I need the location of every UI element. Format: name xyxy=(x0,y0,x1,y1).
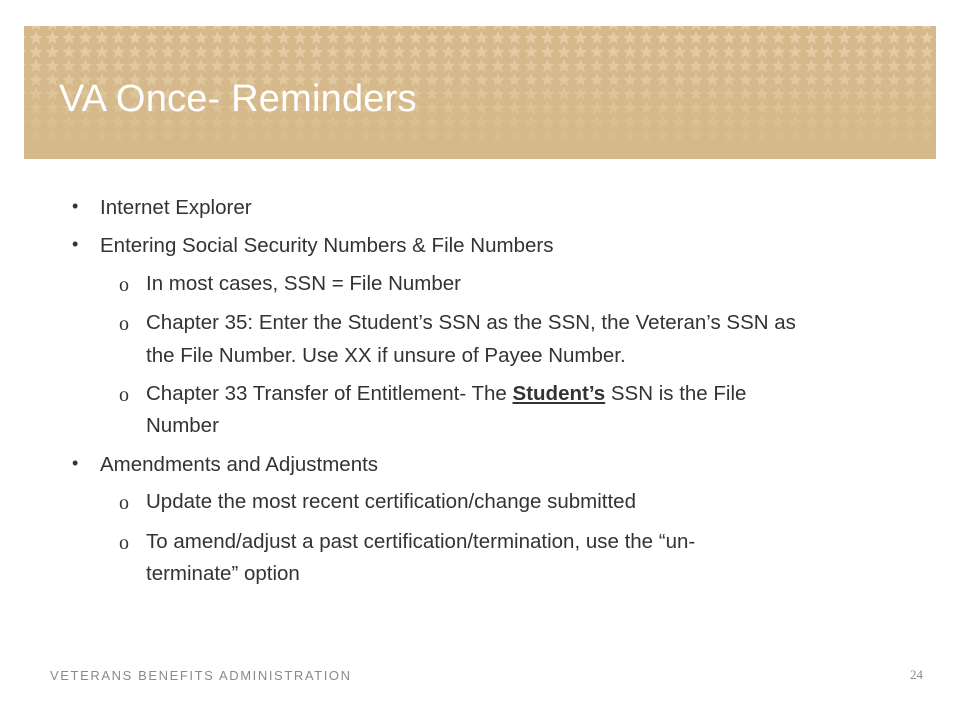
bullet-item: Amendments and Adjustments xyxy=(100,453,379,476)
bullet-icon: • xyxy=(72,234,79,254)
bullet-icon: • xyxy=(72,453,79,473)
sub-bullet-icon: o xyxy=(119,492,129,514)
sub-bullet-item-continued: terminate” option xyxy=(146,562,300,585)
emphasized-text: Student’s xyxy=(512,382,606,405)
bullet-icon: • xyxy=(72,196,79,216)
slide-title: VA Once- Reminders xyxy=(59,78,417,120)
text-segment: Chapter 33 Transfer of Entitlement- The xyxy=(146,382,513,405)
sub-bullet-item xyxy=(146,382,746,406)
sub-bullet-item: To amend/adjust a past certification/termination, use the “un- xyxy=(146,530,696,553)
sub-bullet-item: In most cases, SSN = File Number xyxy=(146,272,462,295)
sub-bullet-icon: o xyxy=(119,274,129,296)
sub-bullet-icon: o xyxy=(119,532,129,554)
sub-bullet-item: Update the most recent certification/change submitted xyxy=(146,490,636,513)
sub-bullet-item-continued: Number xyxy=(146,414,219,437)
bullet-item: Entering Social Security Numbers & File Numbers xyxy=(100,234,554,257)
page-number: 24 xyxy=(910,667,923,682)
sub-bullet-item: Chapter 35: Enter the Student’s SSN as the SSN, the Veteran’s SSN as xyxy=(146,311,796,334)
sub-bullet-item-continued: the File Number. Use XX if unsure of Payee Number. xyxy=(146,344,626,367)
footer-org-name: VETERANS BENEFITS ADMINISTRATION xyxy=(50,668,352,683)
sub-bullet-icon: o xyxy=(119,313,129,335)
bullet-item: Internet Explorer xyxy=(100,196,252,219)
text-segment: SSN is the File xyxy=(605,382,747,405)
sub-bullet-icon: o xyxy=(119,384,129,406)
